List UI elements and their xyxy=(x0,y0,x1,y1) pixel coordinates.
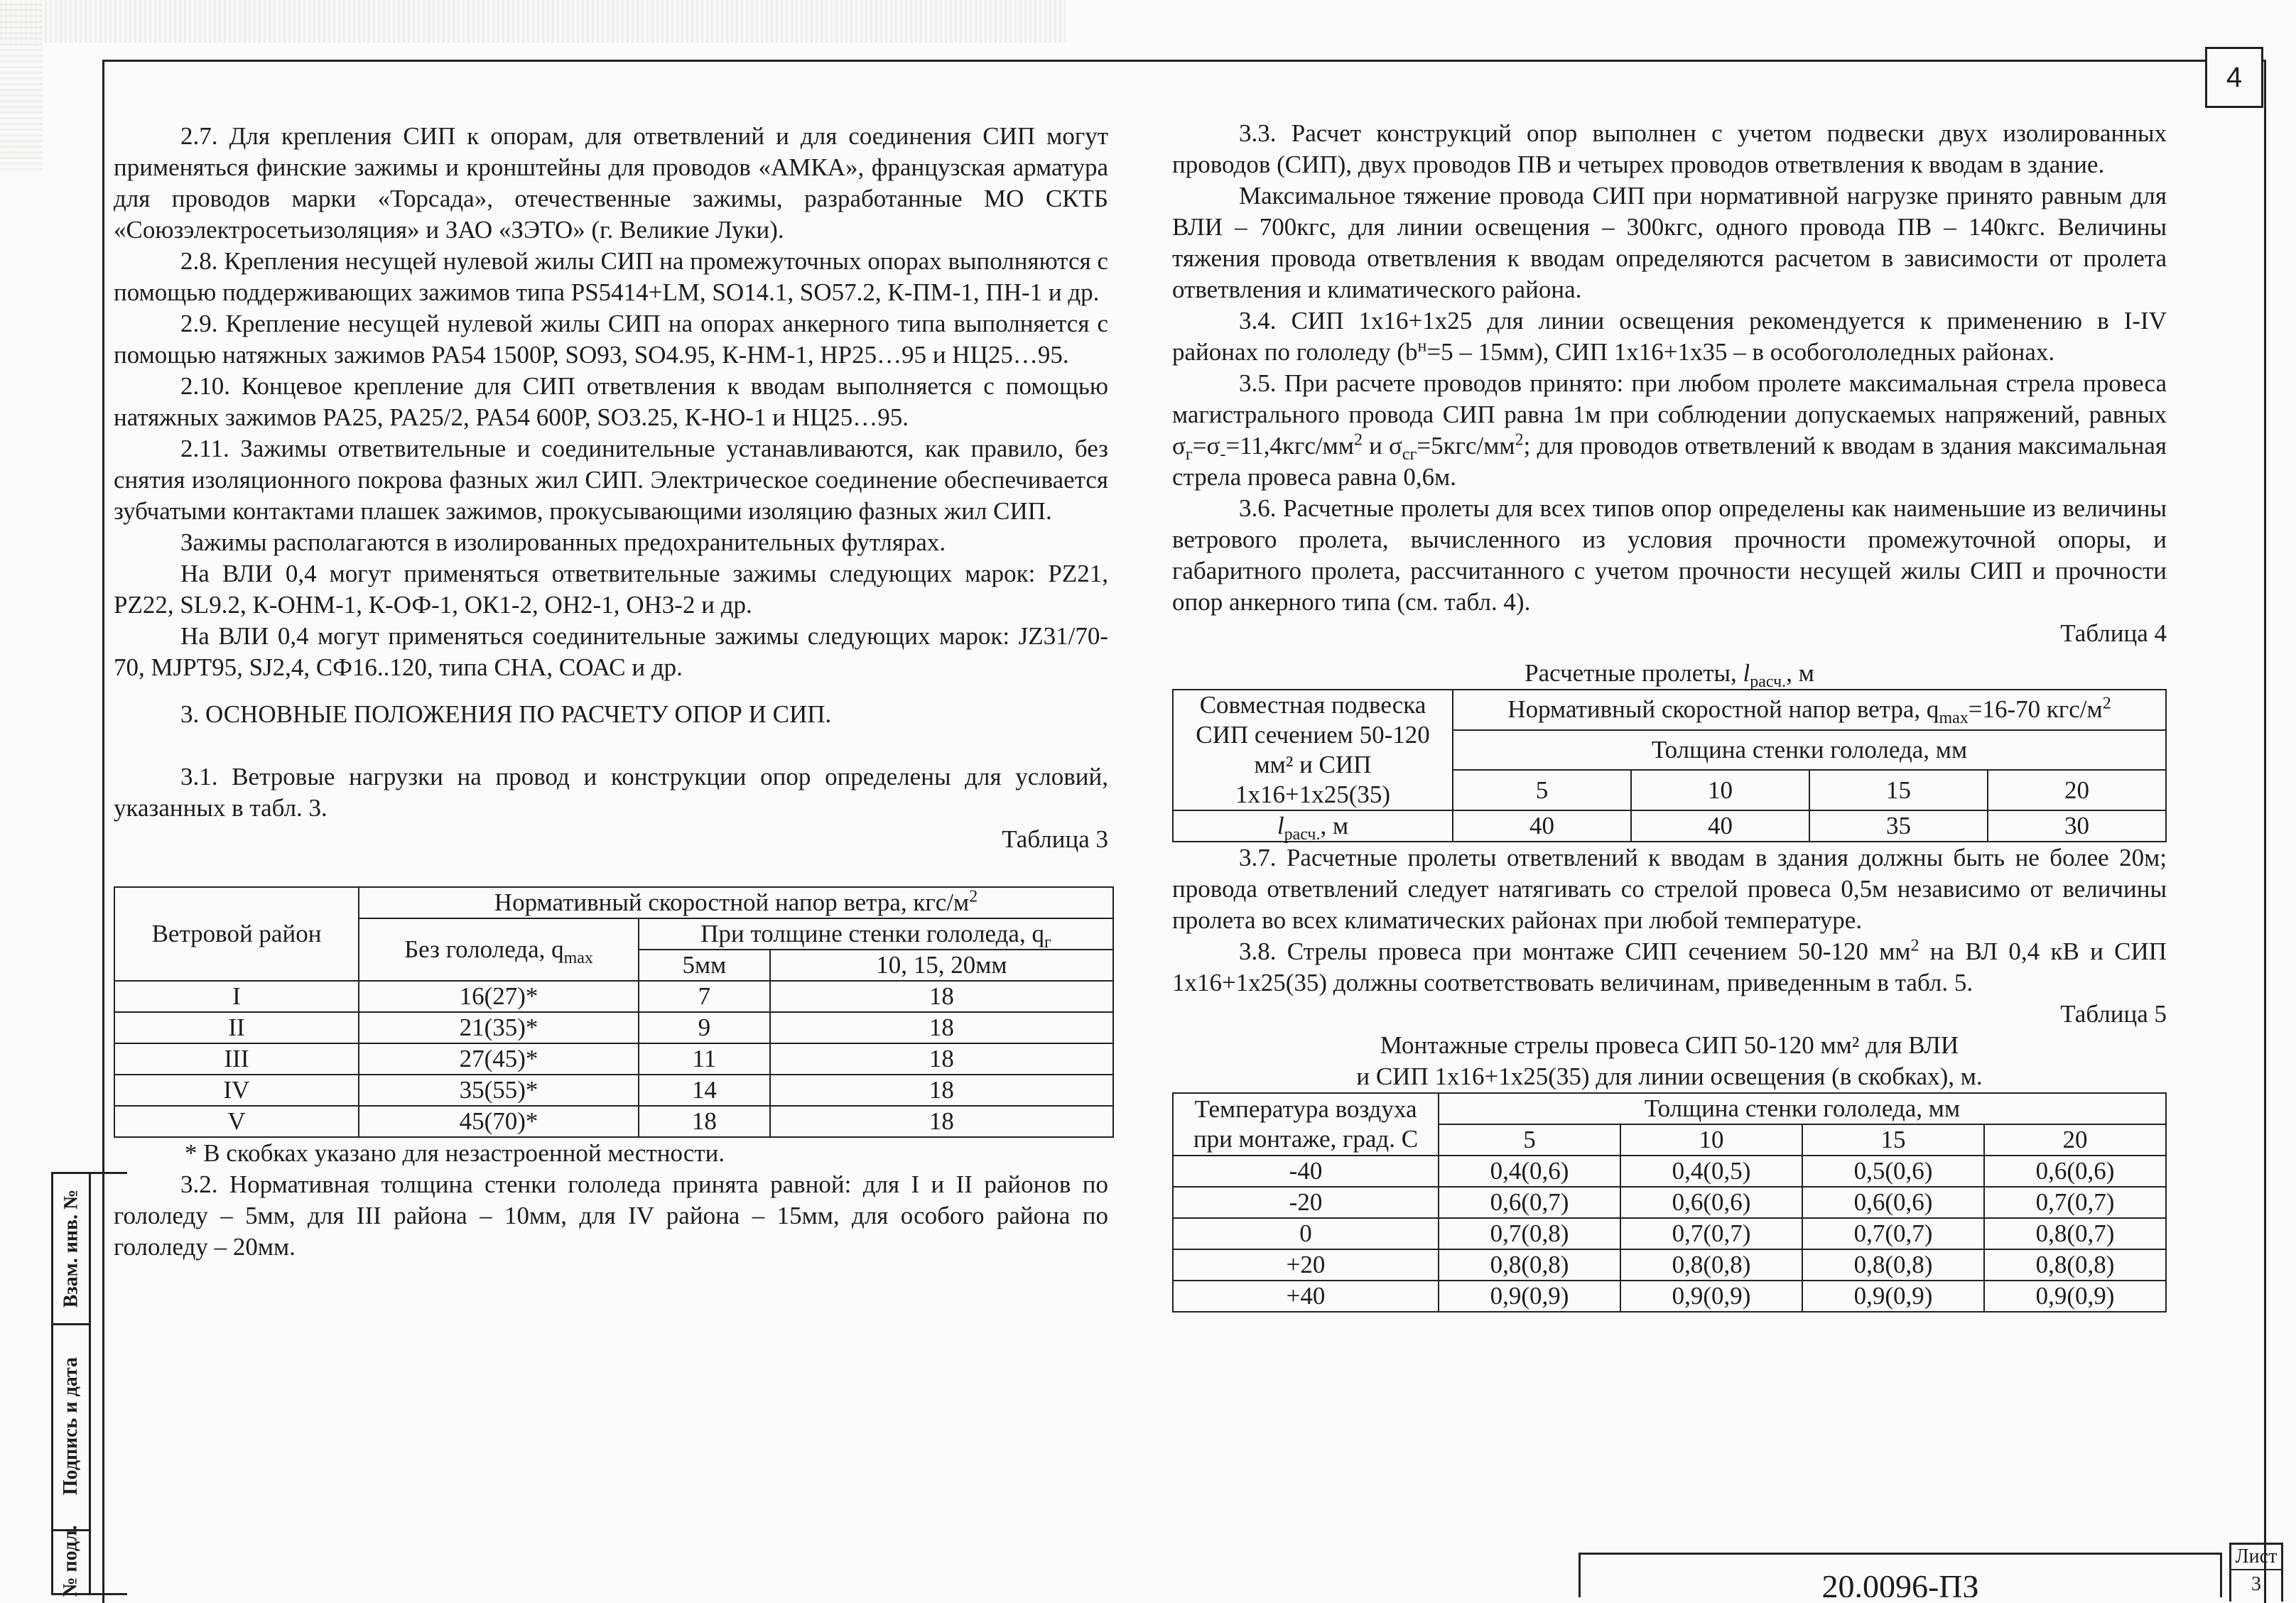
table-row: V 45(70)* 18 18 xyxy=(114,1106,1113,1137)
t5-col: 20 xyxy=(1984,1124,2166,1156)
table-row: -40 0,4(0,6) 0,4(0,5) 0,5(0,6) 0,6(0,6) xyxy=(1173,1156,2166,1187)
table4-title: Расчетные пролеты, $l_{расч.}$, м xyxy=(1525,659,1814,691)
t4-row-label: $l_{расч.}$, м xyxy=(1173,810,1453,842)
side-cell-vzam: Взам. инв. № xyxy=(53,1174,89,1325)
table4-caption: Таблица 4 xyxy=(2060,619,2167,647)
table-row: II 21(35)* 9 18 xyxy=(114,1012,1113,1043)
para-3-3: 3.3. Расчет конструкций опор выполнен с учетом подвески двух изолированных проводов (СИП), двух проводов ПВ и четырех проводов ответвления к вводам в здание. xyxy=(1172,119,2167,178)
table5-title-line1: Монтажные стрелы провеса СИП 50-120 мм² для ВЛИ xyxy=(1380,1031,1959,1059)
table-row: I 16(27)* 7 18 xyxy=(114,981,1113,1012)
para-2-10: 2.10. Концевое крепление для СИП ответвления к вводам выполняется с помощью натяжных зажимов PA25, PA25/2, PA54 600P, SO3.25, К-НО-1 и НЦ25…95. xyxy=(114,372,1108,431)
table-row: +40 0,9(0,9) 0,9(0,9) 0,9(0,9) 0,9(0,9) xyxy=(1173,1281,2166,1312)
table3-caption: Таблица 3 xyxy=(1002,825,1108,853)
table-4 xyxy=(1172,689,2167,842)
page-number: 4 xyxy=(2205,47,2263,108)
para-2-7: 2.7. Для крепления СИП к опорам, для ответвлений и для соединения СИП могут применяться финские зажимы и кронштейны для проводов «АМКА», французская арматура для проводов марки «Торсада», отечественные зажимы, разработанные МО СКТБ «Союзэлектросетьизоляция» и ЗАО «ЗЭТО» (г. Великие Луки). xyxy=(114,122,1108,244)
t5-header-temp: Температура воздуха при монтаже, град. С xyxy=(1173,1093,1439,1156)
para-3-2: 3.2. Нормативная толщина стенки гололеда принята равной: для I и II районов по гололеду – 5мм, для III района – 10мм, для IV района – 15мм, для особого района по гололеду – 20мм. xyxy=(114,1170,1108,1261)
t5-col: 5 xyxy=(1439,1124,1620,1156)
table5-title-line2: и СИП 1х16+1х25(35) для линии освещения (в скобках), м. xyxy=(1356,1063,1983,1090)
side-stamp-strip xyxy=(89,1174,129,1593)
t3-header-ice: При толщине стенки гололеда, $q_г$ xyxy=(639,918,1113,950)
para-3-7: 3.7. Расчетные пролеты ответвлений к вводам в здания должны быть не более 20м; провода ответвлений следует натягивать со стрелой провеса 0,5м независимо от величины пролета во всех климатических районах при любой температуре. xyxy=(1172,844,2167,934)
t3-header-5mm: 5мм xyxy=(639,950,770,981)
table-row: $l_{расч.}$, м 40 40 35 30 xyxy=(1173,810,2166,842)
t4-col: 15 xyxy=(1809,770,1988,810)
t5-col: 15 xyxy=(1802,1124,1984,1156)
scan-noise-left xyxy=(0,0,43,170)
table-row: IV 35(55)* 14 18 xyxy=(114,1075,1113,1106)
t5-header-ice: Толщина стенки гололеда, мм xyxy=(1439,1093,2166,1124)
t4-col: 20 xyxy=(1988,770,2166,810)
sheet-label xyxy=(2229,1543,2283,1602)
table5-caption: Таблица 5 xyxy=(2060,1000,2167,1028)
side-cell-podpis: Подпись и дата xyxy=(53,1323,89,1531)
table-row: 0 0,7(0,8) 0,7(0,7) 0,7(0,7) 0,8(0,7) xyxy=(1173,1218,2166,1249)
doc-code-stamp: 20.0096-ПЗ xyxy=(1578,1553,2222,1597)
table-3 xyxy=(114,886,1114,1138)
t4-header-norm: Нормативный скоростной напор ветра, $q_{max}=16-70$ кгс/$м^2$ xyxy=(1453,690,2166,730)
para-3-5: 3.5. При расчете проводов принято: при любом пролете максимальная стрела провеса магистрального провода СИП равна 1м при соблюдении допускаемых напряжений, равных $\sigma_г=\sigma_-=11,4кгс/мм^2$ и $\sigma_{сг}=5кгс/мм^2$; для проводов ответвлений к вводам в здания максимальная стрела провеса равна 0,6м. xyxy=(1172,369,2167,491)
table-5 xyxy=(1172,1092,2167,1313)
t4-col: 10 xyxy=(1631,770,1809,810)
t5-col: 10 xyxy=(1620,1124,1802,1156)
side-cell-podl: № подл. xyxy=(60,1525,82,1597)
t3-header-10-20mm: 10, 15, 20мм xyxy=(770,950,1113,981)
side-stamp xyxy=(51,1172,127,1595)
t3-header-noice: Без гололеда, $q_{max}$ xyxy=(359,918,639,981)
para-max-tension: Максимальное тяжение провода СИП при нормативной нагрузке принято равным для ВЛИ – 700кгс, для линии освещения – 300кгс, одного провода ПВ – 140кгс. Величины тяжения провода ответвления к вводам определяются расчетом в зависимости от пролета ответвления и климатического района. xyxy=(1172,182,2167,303)
t4-col: 5 xyxy=(1453,770,1631,810)
sheet-number: 3 xyxy=(2251,1573,2261,1595)
table-row: +20 0,8(0,8) 0,8(0,8) 0,8(0,8) 0,8(0,8) xyxy=(1173,1249,2166,1281)
para-3-4: 3.4. СИП 1х16+1х25 для линии освещения рекомендуется к применению в I-IV районах по гололеду $(b^н=5 - 15мм)$, СИП 1х16+1х35 – в особогололедных районах. xyxy=(1172,307,2167,366)
para-3-1: 3.1. Ветровые нагрузки на провод и конструкции опор определены для условий, указанных в табл. 3. xyxy=(114,763,1108,822)
t3-header-norm: Нормативный скоростной напор ветра, кгс/$м^2$ xyxy=(359,887,1113,918)
para-3-8: 3.8. Стрелы провеса при монтаже СИП сечением 50-120 $мм^2$ на ВЛ 0,4 кВ и СИП 1х16+1х25(35) должны соответствовать величинам, приведенным в табл. 5. xyxy=(1172,936,2167,996)
para-branch-clamps: На ВЛИ 0,4 могут применяться ответвительные зажимы следующих марок: PZ21, PZ22, SL9.2, К-ОНМ-1, К-ОФ-1, ОК1-2, ОН2-1, ОН3-2 и др. xyxy=(114,560,1108,619)
para-2-9: 2.9. Крепление несущей нулевой жилы СИП на опорах анкерного типа выполняется с помощью натяжных зажимов PA54 1500P, SO93, SO4.95, К-НМ-1, НР25…95 и НЦ25…95. xyxy=(114,310,1108,369)
sheet-label-text: Лист xyxy=(2231,1545,2281,1570)
t4-header-ice: Толщина стенки гололеда, мм xyxy=(1453,730,2166,771)
table-row: III 27(45)* 11 18 xyxy=(114,1043,1113,1075)
para-3-6: 3.6. Расчетные пролеты для всех типов опор определены как наименьшие из величины ветрового пролета, вычисленного из условия прочности промежуточной опоры, и габаритного пролета, рассчитанного с учетом прочности несущей жилы СИП и прочности опор анкерного типа (см. табл. 4). xyxy=(1172,494,2167,616)
para-2-11: 2.11. Зажимы ответвительные и соединительные устанавливаются, как правило, без снятия изоляционного покрова фазных жил СИП. Электрическое соединение обеспечивается зубчатыми контактами плашек зажимов, прокусывающими изоляцию фазных жил СИП. xyxy=(114,435,1108,525)
table3-note: * В скобках указано для незастроенной местности. xyxy=(185,1139,725,1167)
section-3-heading: 3. ОСНОВНЫЕ ПОЛОЖЕНИЯ ПО РАСЧЕТУ ОПОР И СИП. xyxy=(180,700,832,728)
left-column xyxy=(114,121,1108,1263)
table-row: -20 0,6(0,7) 0,6(0,6) 0,6(0,6) 0,7(0,7) xyxy=(1173,1187,2166,1218)
t4-header-joint: Совместная подвеска СИП сечением 50-120 мм² и СИП 1х16+1х25(35) xyxy=(1173,690,1453,810)
t3-header-region: Ветровой район xyxy=(114,887,359,981)
scan-noise-top xyxy=(0,0,1066,43)
para-2-8: 2.8. Крепления несущей нулевой жилы СИП на промежуточных опорах выполняются с помощью поддерживающих зажимов типа PS5414+LM, SO14.1, SO57.2, К-ПМ-1, ПН-1 и др. xyxy=(114,247,1108,306)
right-column xyxy=(1172,118,2167,1313)
para-cases: Зажимы располагаются в изолированных предохранительных футлярах. xyxy=(180,528,946,556)
para-connect-clamps: На ВЛИ 0,4 могут применяться соединительные зажимы следующих марок: JZ31/70-70, MJPT95, SJ2,4, СФ16..120, типа СНА, СОАС и др. xyxy=(114,622,1108,681)
